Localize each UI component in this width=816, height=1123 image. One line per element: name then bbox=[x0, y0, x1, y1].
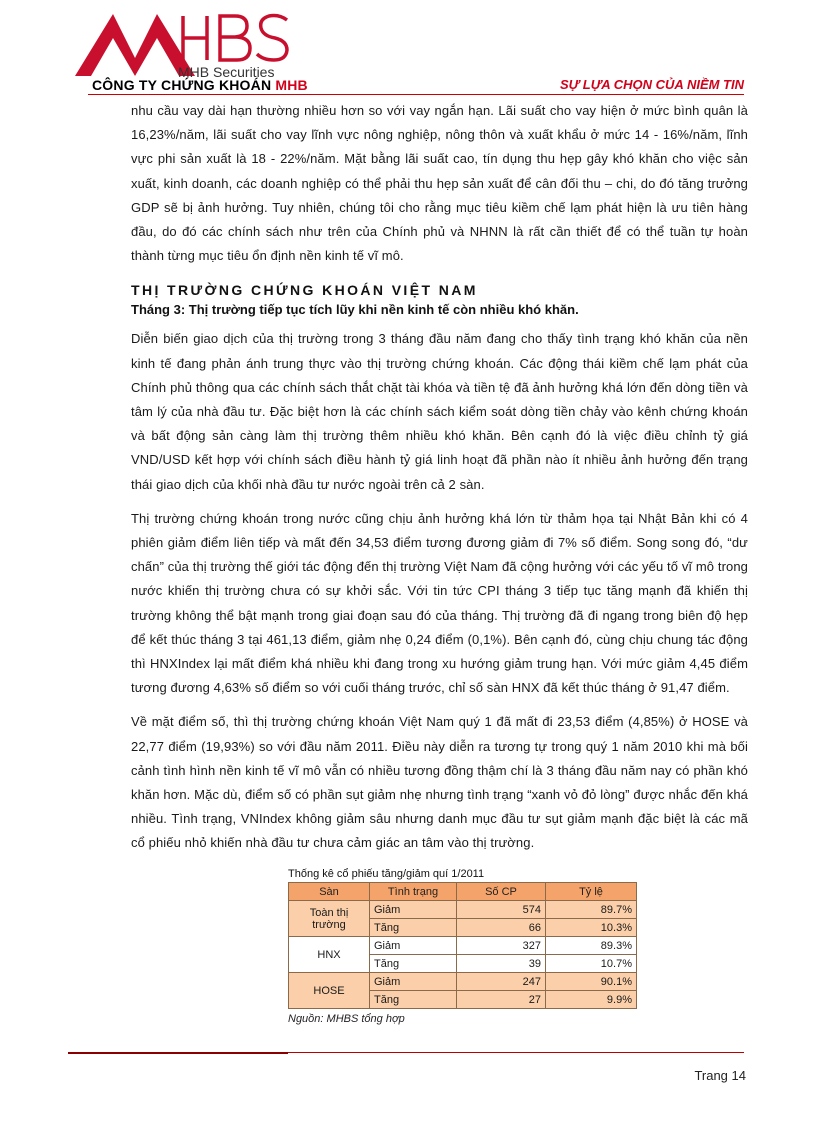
cell-status: Giảm bbox=[370, 973, 457, 991]
header-san: Sàn bbox=[289, 883, 370, 901]
slogan: SỰ LỰA CHỌN CỦA NIỀM TIN bbox=[560, 77, 744, 92]
cell-count: 27 bbox=[457, 991, 546, 1009]
paragraph-2: Diễn biến giao dịch của thị trường trong 3 tháng đầu năm đang cho thấy tình trạng khó khăn của nền kinh tế đang phản ánh trung thực vào thị trường chứng khoán. Các động thái kiềm chế lạm phát của Chính phủ thông qua các chính sách thắt chặt tài khóa và tiền tệ đã ảnh hưởng khá lớn đến dòng tiền và tâm lý của nhà đầu tư. Đặc biệt hơn là các chính sách kiểm soát dòng tiền chảy vào kênh chứng khoán và bất động sản càng làm thị trường thêm nhiều khó khăn. Bên cạnh đó là việc điều chỉnh tỷ giá VND/USD kết hợp với chính sách điều hành tỷ giá linh hoạt đã phần nào ít nhiều ảnh hưởng đến trạng thái giao dịch của khối nhà đầu tư nước ngoài trên cả 2 sàn. bbox=[131, 331, 748, 492]
company-name bbox=[92, 77, 308, 93]
cell-san: HOSE bbox=[289, 973, 370, 1009]
cell-pct: 10.7% bbox=[546, 955, 637, 973]
cell-status: Giảm bbox=[370, 937, 457, 955]
cell-san: Toàn thị trường bbox=[289, 901, 370, 937]
section-title: THỊ TRƯỜNG CHỨNG KHOÁN VIỆT NAM bbox=[131, 282, 478, 299]
paragraph-1: nhu cầu vay dài hạn thường nhiều hơn so với vay ngắn hạn. Lãi suất cho vay hiện ở mức bình quân là 16,23%/năm, lãi suất cho vay lĩnh vực nông nghiệp, nông thôn và xuất khẩu ở mức 14 - 16%/năm, lĩnh vực phi sản xuất là 18 - 22%/năm. Mặt bằng lãi suất cao, tín dụng thu hẹp gây khó khăn cho việc sản xuất, kinh doanh, các doanh nghiệp có thể phải thu hẹp sản xuất để cân đối thu – chi, do đó tăng trưởng GDP sẽ bị ảnh hưởng. Tuy nhiên, chúng tôi cho rằng mục tiêu kiềm chế lạm phát hiện là ưu tiên hàng đầu, do đó các chính sách như trên của Chính phủ và NHNN là rất cần thiết để có thể tuần tự hoàn thành từng mục tiêu ổn định nền kinh tế vĩ mô. bbox=[131, 103, 748, 264]
table-caption: Thống kê cổ phiếu tăng/giảm quí 1/2011 bbox=[288, 868, 485, 880]
document-body bbox=[131, 99, 748, 866]
stats-table-block bbox=[288, 868, 637, 1025]
header-so-cp: Số CP bbox=[457, 883, 546, 901]
header-tinh-trang: Tình trạng bbox=[370, 883, 457, 901]
cell-status: Tăng bbox=[370, 991, 457, 1009]
page-header bbox=[0, 0, 816, 100]
cell-status: Tăng bbox=[370, 919, 457, 937]
table-header-row bbox=[289, 883, 637, 901]
company-brand: MHB bbox=[275, 77, 308, 93]
cell-pct: 90.1% bbox=[546, 973, 637, 991]
table-row bbox=[289, 973, 637, 991]
cell-pct: 9.9% bbox=[546, 991, 637, 1009]
company-prefix: CÔNG TY CHỨNG KHOÁN bbox=[92, 77, 276, 93]
cell-pct: 89.3% bbox=[546, 937, 637, 955]
cell-count: 247 bbox=[457, 973, 546, 991]
cell-san: HNX bbox=[289, 937, 370, 973]
table-row bbox=[289, 937, 637, 955]
paragraph-3: Thị trường chứng khoán trong nước cũng chịu ảnh hưởng khá lớn từ thảm họa tại Nhật Bản khi có 4 phiên giảm điểm liên tiếp và mất đến 34,53 điểm tương đương giảm đi 7% số điểm. Song song đó, “dư chấn” của thị trường thế giới tác động đến thị trường Việt Nam đã cộng hưởng với các yếu tố vĩ mô trong nước khiến thị trường chưa có sự khởi sắc. Với tin tức CPI tháng 3 tiếp tục tăng mạnh đã khiến thị trường không thể bật mạnh trong giai đoạn sau đó của tháng. Thị trường đã đi ngang trong biên độ hẹp để kết thúc tháng 3 tại 461,13 điểm, giảm nhẹ 0,24 điểm (0,1%). Bên cạnh đó, cùng chịu chung tác động thì HNXIndex lại mất điểm khá nhiều khi đang trong xu hướng giảm trung hạn. Với mức giảm 4,45 điểm tương đương 4,63% số điểm so với cuối tháng trước, chỉ số sàn HNX đã kết thúc tháng ở 91,47 điểm. bbox=[131, 510, 748, 696]
subsection-title: Tháng 3: Thị trường tiếp tục tích lũy khi nền kinh tế còn nhiều khó khăn. bbox=[131, 302, 579, 318]
cell-pct: 10.3% bbox=[546, 919, 637, 937]
cell-count: 574 bbox=[457, 901, 546, 919]
paragraph-4: Về mặt điểm số, thì thị trường chứng khoán Việt Nam quý 1 đã mất đi 23,53 điểm (4,85%) ở HOSE và 22,77 điểm (19,93%) so với đầu năm 2011. Điều này diễn ra tương tự trong quý 1 năm 2010 khi mà bối cảnh tình hình nền kinh tế vĩ mô vẫn có nhiều tương đồng thậm chí là 3 tháng đầu năm nay có phần khó khăn hơn. Mặc dù, điểm số có phần sụt giảm nhẹ nhưng tình trạng “xanh vỏ đỏ lòng” được nhắc đến khá nhiều. Tình trạng, VNIndex không giảm sâu nhưng danh mục đầu tư sụt giảm mạnh đặc biệt là các mã cổ phiếu nhỏ khiến nhà đầu tư chưa cảm giác an tâm vào thị trường. bbox=[131, 714, 748, 851]
table-row bbox=[289, 901, 637, 919]
header-ty-le: Tỷ lệ bbox=[546, 883, 637, 901]
table-source: Nguồn: MHBS tổng hợp bbox=[288, 1013, 405, 1025]
cell-count: 39 bbox=[457, 955, 546, 973]
cell-status: Giảm bbox=[370, 901, 457, 919]
cell-count: 66 bbox=[457, 919, 546, 937]
cell-count: 327 bbox=[457, 937, 546, 955]
logo-subtitle: MHB Securities bbox=[178, 64, 275, 80]
header-divider bbox=[88, 94, 744, 95]
stock-stats-table bbox=[288, 882, 637, 1009]
cell-pct: 89.7% bbox=[546, 901, 637, 919]
page-number: Trang 14 bbox=[694, 1068, 746, 1083]
footer-divider-accent bbox=[68, 1052, 288, 1054]
cell-status: Tăng bbox=[370, 955, 457, 973]
